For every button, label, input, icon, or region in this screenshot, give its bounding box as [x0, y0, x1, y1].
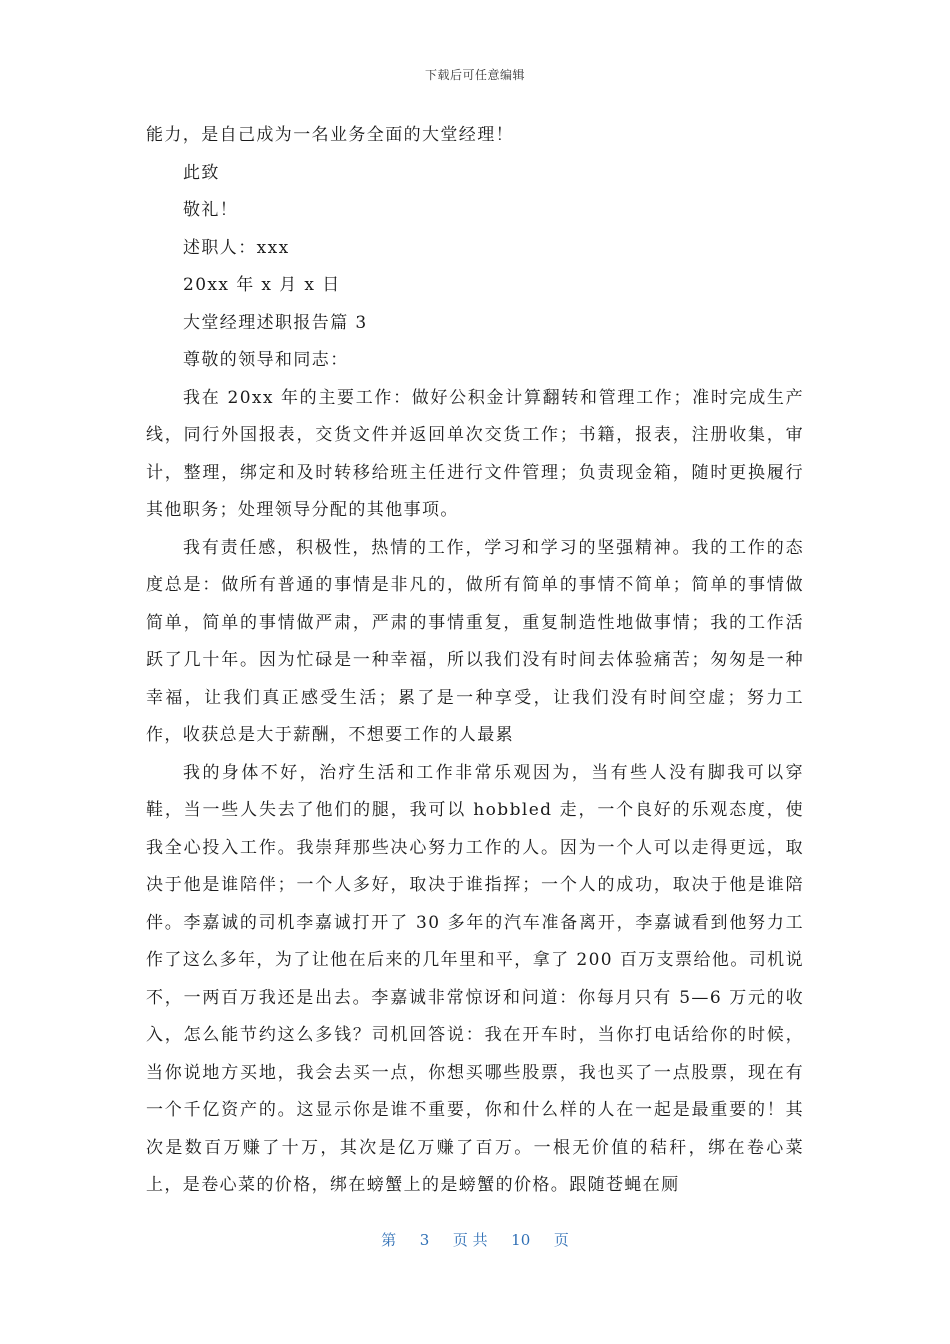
current-page-number: 3	[419, 1231, 430, 1249]
footer-suffix: 页	[553, 1231, 569, 1249]
footer-middle: 页 共	[452, 1231, 488, 1249]
paragraph: 我的身体不好，治疗生活和工作非常乐观因为，当有些人没有脚我可以穿鞋，当一些人失去了他们的腿，我可以 hobbled 走，一个良好的乐观态度，使我全心投入工作。我崇拜那些决心努力工作的人。因为一个人可以走得更远，取决于他是谁陪伴；一个人多好，取决于谁指挥；一个人的成功，取决于他是谁陪伴。李嘉诚的司机李嘉诚打开了 30 多年的汽车准备离开，李嘉诚看到他努力工作了这么多年，为了让他在后来的几年里和平，拿了 200 百万支票给他。司机说不，一两百万我还是出去。李嘉诚非常惊讶和问道：你每月只有 5—6 万元的收入，怎么能节约这么多钱？司机回答说：我在开车时，当你打电话给你的时候，当你说地方买地，我会去买一点，你想买哪些股票，我也买了一点股票，现在有一个千亿资产的。这显示你是谁不重要，你和什么样的人在一起是最重要的！其次是数百万赚了十万，其次是亿万赚了百万。一根无价值的秸秆，绑在卷心菜上，是卷心菜的价格，绑在螃蟹上的是螃蟹的价格。跟随苍蝇在厕	[146, 762, 804, 1195]
signature-line: 述职人：xxx	[183, 237, 290, 258]
page-footer	[0, 1229, 950, 1250]
header-note: 下载后可任意编辑	[424, 68, 525, 82]
paragraph: 我有责任感，积极性，热情的工作，学习和学习的坚强精神。我的工作的态度总是：做所有普通的事情是非凡的，做所有简单的事情不简单；简单的事情做简单，简单的事情做严肃，严肃的事情重复，重复制造性地做事情；我的工作活跃了几十年。因为忙碌是一种幸福，所以我们没有时间去体验痛苦；匆匆是一种幸福，让我们真正感受生活；累了是一种享受，让我们没有时间空虚；努力工作，收获总是大于薪酬，不想要工作的人最累	[146, 537, 804, 745]
document-body	[146, 117, 804, 1205]
closing-respect: 敬礼！	[183, 200, 239, 220]
greeting-line: 尊敬的领导和同志：	[183, 350, 349, 370]
date-line: 20xx 年 x 月 x 日	[183, 275, 341, 295]
total-pages-number: 10	[511, 1231, 531, 1249]
paragraph: 我在 20xx 年的主要工作：做好公积金计算翻转和管理工作；准时完成生产线，同行外国报表，交货文件并返回单次交货工作；书籍，报表，注册收集，审计，整理，绑定和及时转移给班主任进行文件管理；负责现金箱，随时更换履行其他职务；处理领导分配的其他事项。	[146, 387, 804, 520]
paragraph-continuation: 能力，是自己成为一名业务全面的大堂经理！	[146, 125, 514, 145]
closing-salutation: 此致	[183, 162, 220, 183]
section-title: 大堂经理述职报告篇 3	[183, 312, 368, 333]
footer-prefix: 第	[381, 1231, 397, 1249]
